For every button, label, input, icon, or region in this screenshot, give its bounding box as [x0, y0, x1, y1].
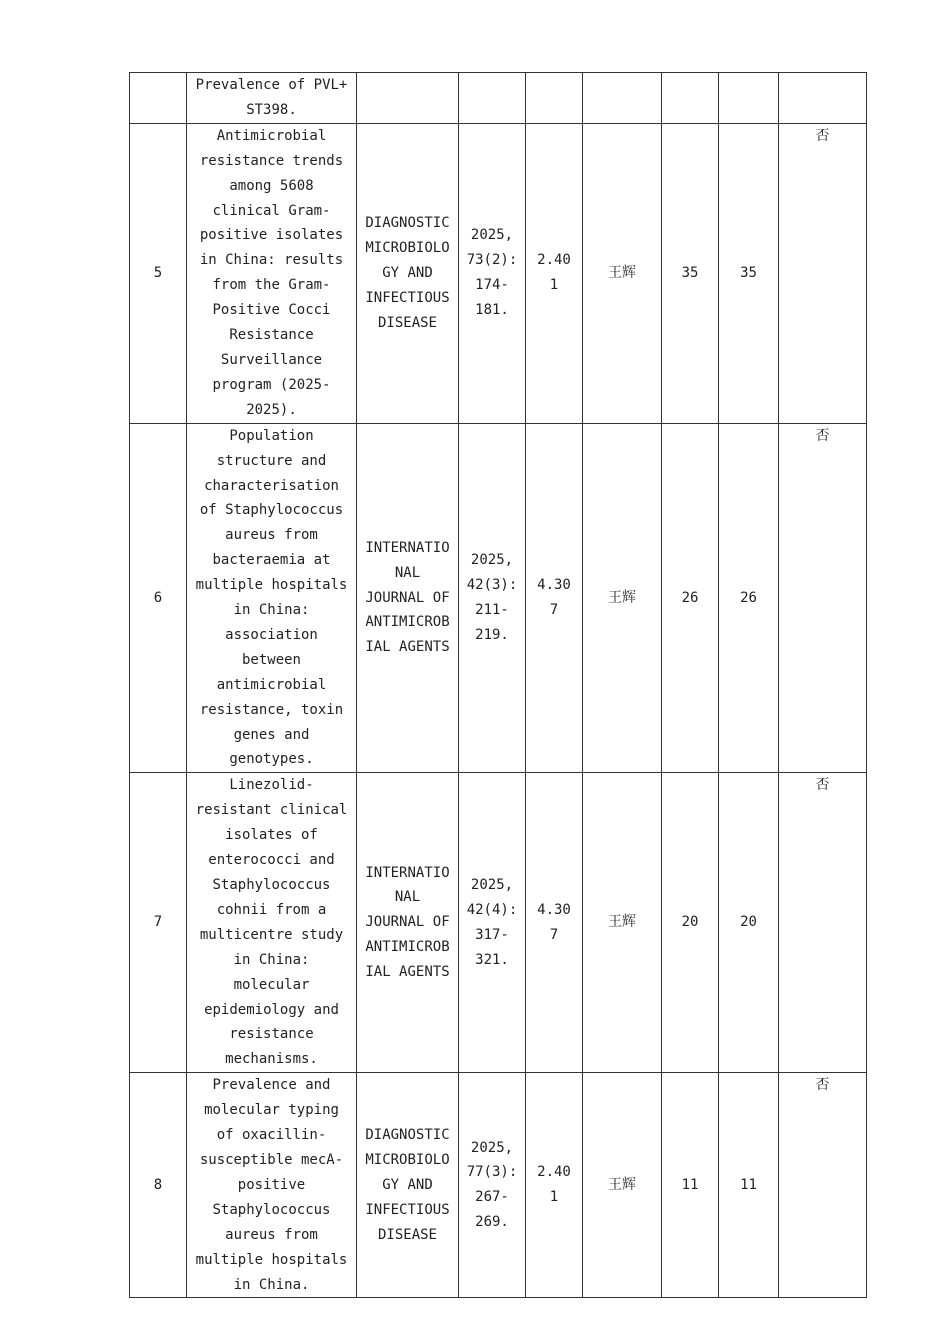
citation-count: 35 [662, 123, 719, 423]
paper-title: Antimicrobial resistance trends among 5608 clinical Gram- positive isolates in China: results from the Gram- Positive Cocci Resistance Surveillance program (2025- 2025). [187, 123, 357, 423]
author-name [583, 73, 662, 124]
journal-name: INTERNATIO NAL JOURNAL OF ANTIMICROB IAL AGENTS [357, 773, 459, 1073]
paper-title: Population structure and characterisation of Staphylococcus aureus from bacteraemia at multiple hospitals in China: association between antimicrobial resistance, toxin genes and genotypes. [187, 423, 357, 773]
flag-cell: 否 [779, 123, 867, 423]
impact-factor [526, 73, 583, 124]
author-name: 王辉 [583, 423, 662, 773]
citation-count: 11 [662, 1073, 719, 1298]
impact-factor: 4.30 7 [526, 423, 583, 773]
citation-info: 2025, 42(3): 211- 219. [459, 423, 526, 773]
citation-info [459, 73, 526, 124]
row-number: 8 [130, 1073, 187, 1298]
impact-factor: 4.30 7 [526, 773, 583, 1073]
citation-count-other [719, 73, 779, 124]
flag-cell [779, 73, 867, 124]
citation-count-other: 26 [719, 423, 779, 773]
journal-name: DIAGNOSTIC MICROBIOLO GY AND INFECTIOUS DISEASE [357, 1073, 459, 1298]
flag-cell: 否 [779, 1073, 867, 1298]
paper-title: Prevalence and molecular typing of oxacillin- susceptible mecA- positive Staphylococcus aureus from multiple hospitals in China. [187, 1073, 357, 1298]
row-number [130, 73, 187, 124]
citation-info: 2025, 42(4): 317- 321. [459, 773, 526, 1073]
citation-info: 2025, 73(2): 174- 181. [459, 123, 526, 423]
citation-count: 20 [662, 773, 719, 1073]
journal-name [357, 73, 459, 124]
table-row [130, 1073, 867, 1298]
row-number: 6 [130, 423, 187, 773]
publication-table [129, 72, 867, 1298]
author-name: 王辉 [583, 123, 662, 423]
author-name: 王辉 [583, 773, 662, 1073]
table-row [130, 123, 867, 423]
citation-info: 2025, 77(3): 267- 269. [459, 1073, 526, 1298]
citation-count-other: 20 [719, 773, 779, 1073]
citation-count [662, 73, 719, 124]
journal-name: DIAGNOSTIC MICROBIOLO GY AND INFECTIOUS DISEASE [357, 123, 459, 423]
row-number: 7 [130, 773, 187, 1073]
citation-count: 26 [662, 423, 719, 773]
row-number: 5 [130, 123, 187, 423]
paper-title: Prevalence of PVL+ ST398. [187, 73, 357, 124]
author-name: 王辉 [583, 1073, 662, 1298]
journal-name: INTERNATIO NAL JOURNAL OF ANTIMICROB IAL AGENTS [357, 423, 459, 773]
flag-cell: 否 [779, 773, 867, 1073]
impact-factor: 2.40 1 [526, 123, 583, 423]
citation-count-other: 11 [719, 1073, 779, 1298]
citation-count-other: 35 [719, 123, 779, 423]
flag-cell: 否 [779, 423, 867, 773]
table-row [130, 73, 867, 124]
table-row [130, 423, 867, 773]
paper-title: Linezolid- resistant clinical isolates of enterococci and Staphylococcus cohnii from a multicentre study in China: molecular epidemiology and resistance mechanisms. [187, 773, 357, 1073]
impact-factor: 2.40 1 [526, 1073, 583, 1298]
table-row [130, 773, 867, 1073]
